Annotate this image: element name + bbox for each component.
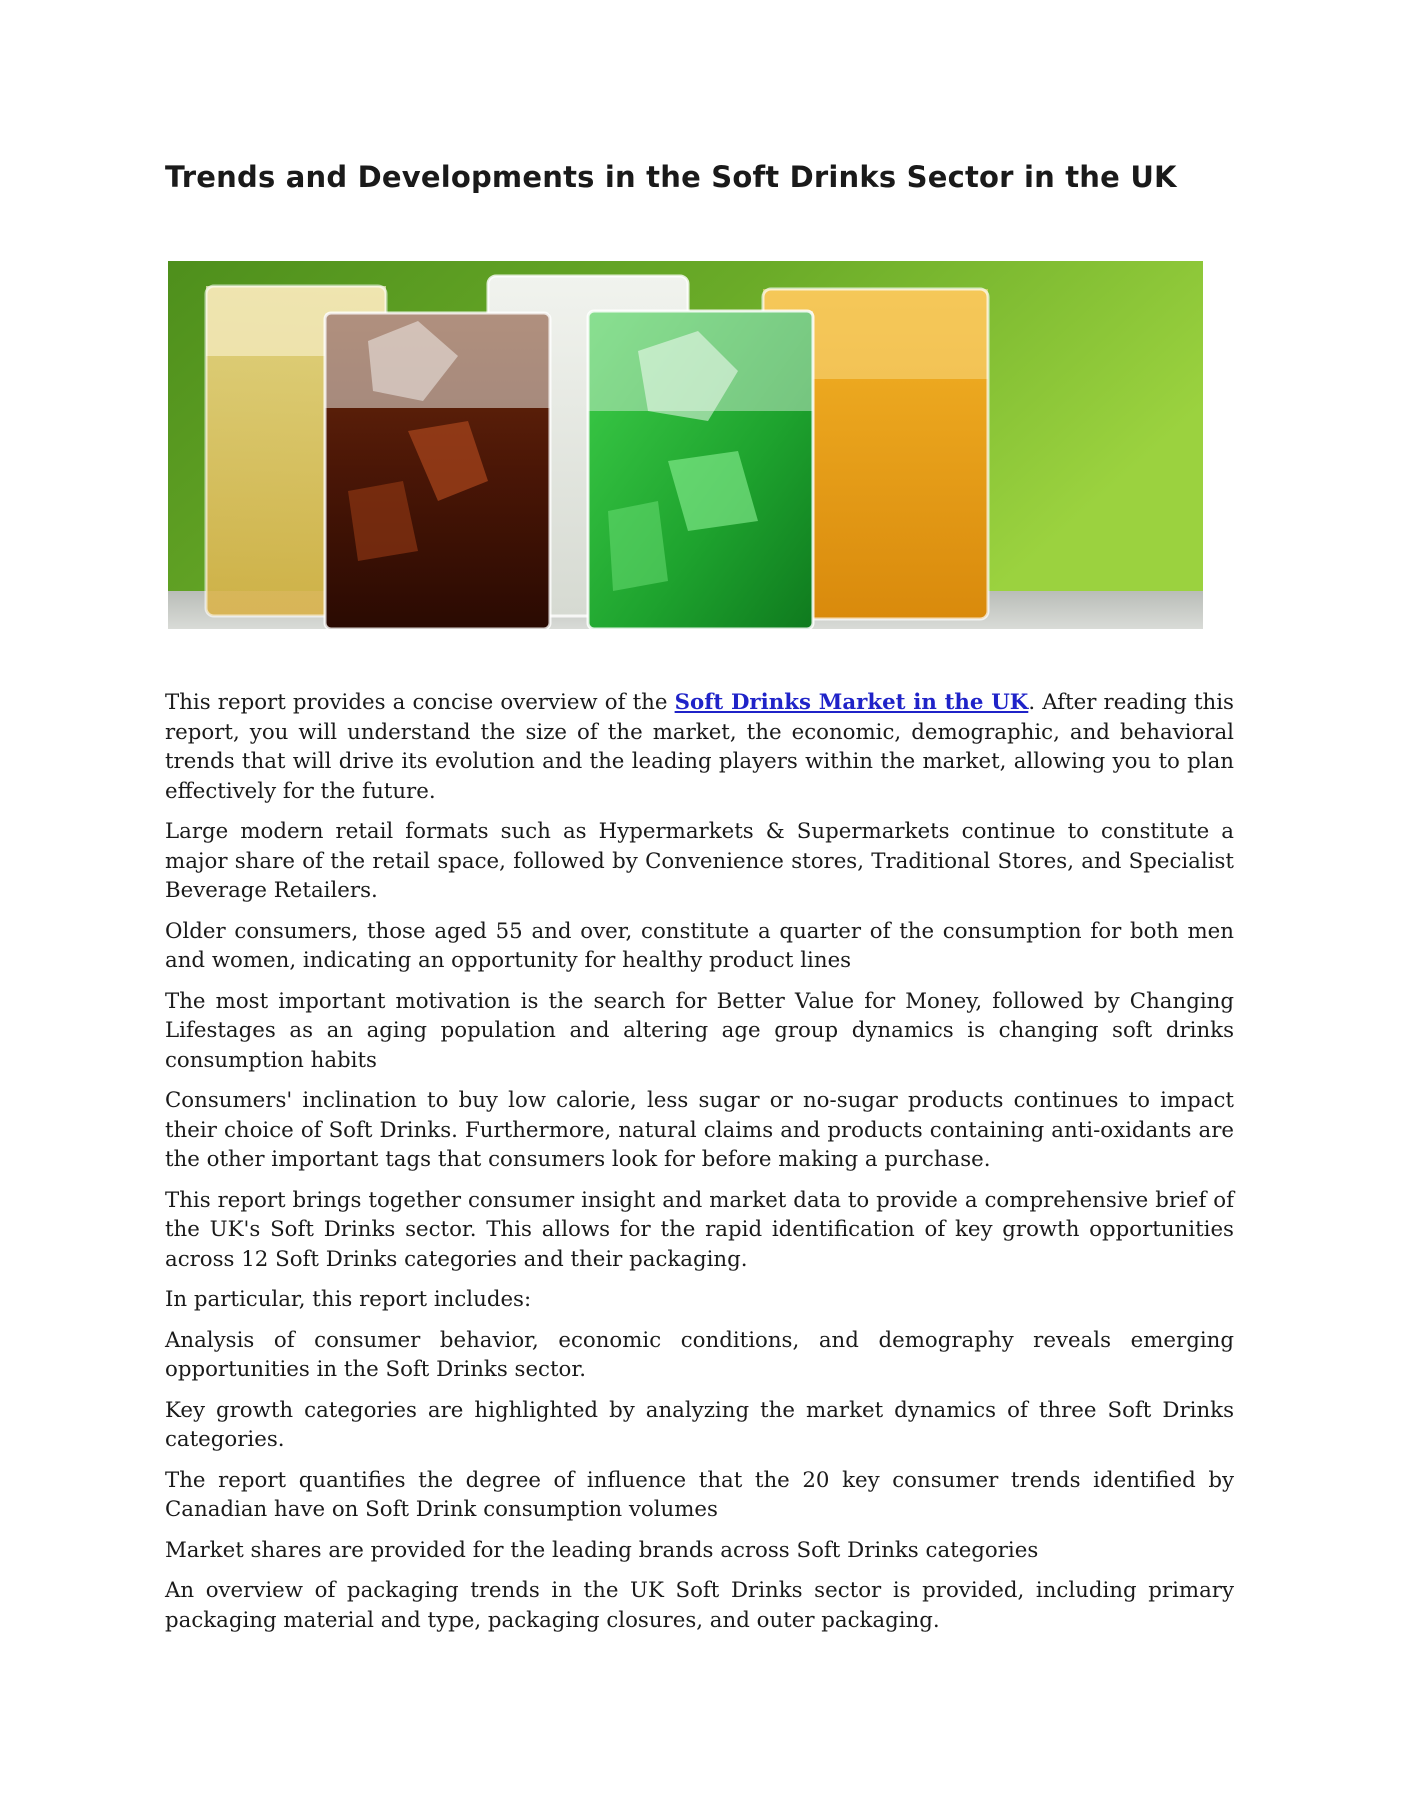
paragraph-retail-formats: Large modern retail formats such as Hypermarkets & Supermarkets continue to constitute a major share of the retail space, followed by Convenience stores, Traditional Stores, and Specialist Beverage Retailers. [165, 819, 1234, 903]
soft-drinks-glasses-photo [168, 261, 1203, 629]
paragraph-consumer-behavior: Analysis of consumer behavior, economic conditions, and demography reveals emerging opportunities in the Soft Drinks sector. [165, 1327, 1234, 1382]
paragraph-low-calorie: Consumers' inclination to buy low calorie, less sugar or no-sugar products continues to impact their choice of Soft Drinks. Furthermore, natural claims and products containing anti-oxidants are the other important tags that consumers look for before making a purchase. [165, 1088, 1234, 1172]
paragraph-motivation: The most important motivation is the search for Better Value for Money, followed by Changing Lifestages as an aging population and altering age group dynamics is changing soft drinks consumption habits [165, 988, 1234, 1073]
document-body [165, 688, 1234, 1646]
paragraph-packaging: An overview of packaging trends in the UK Soft Drinks sector is provided, including primary packaging material and type, packaging closures, and outer packaging. [165, 1578, 1234, 1633]
paragraph-older-consumers: Older consumers, those aged 55 and over, constitute a quarter of the consumption for both men and women, indicating an opportunity for healthy product lines [165, 918, 1234, 973]
intro-paragraph: This report provides a concise overview of the Soft Drinks Market in the UK. After reading this report, you will understand the size of the market, the economic, demographic, and behavioral trends that will drive its evolution and the leading players within the market, allowing you to plan effectively for the future. [165, 690, 1234, 804]
paragraph-growth-categories: Key growth categories are highlighted by analyzing the market dynamics of three Soft Drinks categories. [165, 1397, 1234, 1452]
paragraph-market-shares: Market shares are provided for the leading brands across Soft Drinks categories [165, 1537, 1039, 1563]
paragraph-consumer-trends: The report quantifies the degree of influence that the 20 key consumer trends identified by Canadian have on Soft Drink consumption volumes [165, 1467, 1234, 1522]
soft-drinks-market-link[interactable]: Soft Drinks Market in the UK [674, 690, 1029, 715]
paragraph-includes: In particular, this report includes: [165, 1287, 532, 1312]
paragraph-report-brief: This report brings together consumer insight and market data to provide a comprehensive brief of the UK's Soft Drinks sector. This allows for the rapid identification of key growth opportunities across 12 Soft Drinks categories and their packaging. [165, 1187, 1234, 1272]
page-title: Trends and Developments in the Soft Drinks Sector in the UK [165, 160, 1177, 194]
